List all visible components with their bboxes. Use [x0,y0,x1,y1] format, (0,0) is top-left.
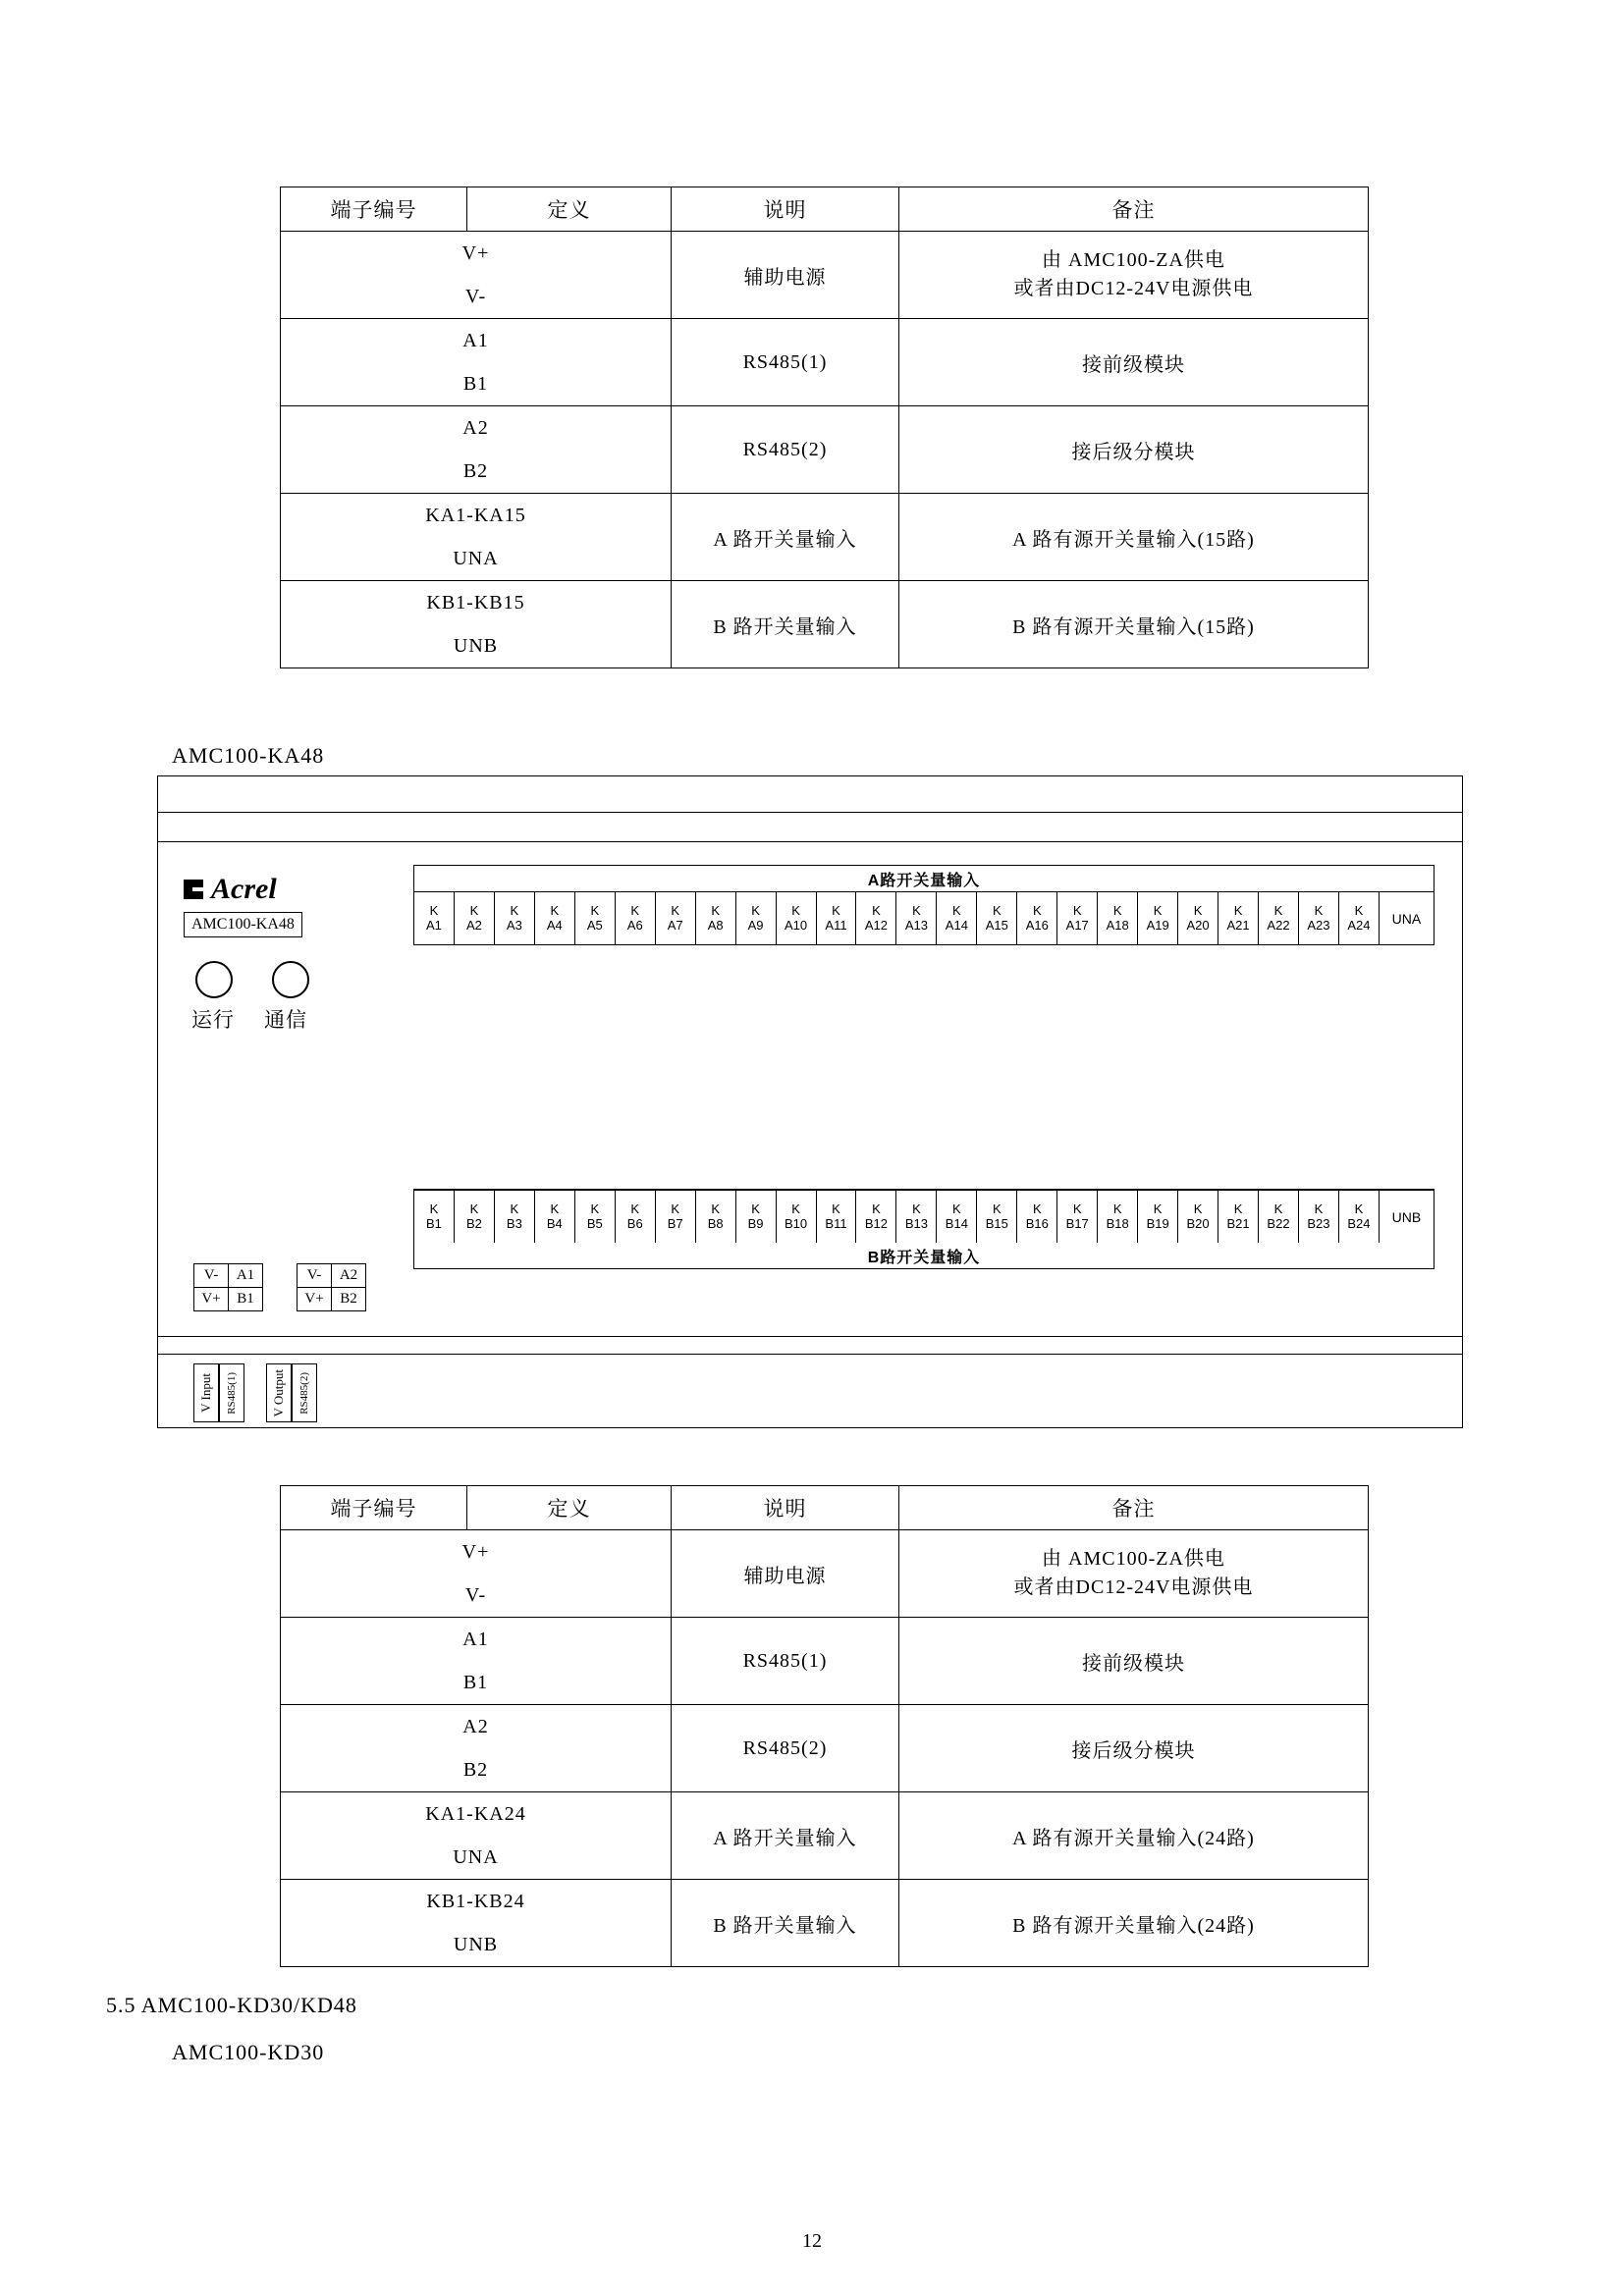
terminal-KB21 [1218,1190,1258,1243]
terminal-KA23 [1298,891,1338,944]
terminal-number: B16 [1025,1215,1049,1231]
table-row [281,1618,1369,1662]
terminal-KA13 [895,891,936,944]
terminal-KB17 [1056,1190,1097,1243]
terminal-number: A24 [1347,917,1371,933]
definition-cell: A 路开关量输入 [672,494,899,581]
terminal-cell: UNA [281,1836,672,1880]
terminal-number: A19 [1146,917,1169,933]
terminal-number: B24 [1347,1215,1371,1231]
terminal-prefix: K [510,1201,519,1216]
device-diagram-amc100-ka48 [157,775,1463,1428]
header-cell-definition: 定义 [467,187,672,232]
terminal-number: B17 [1065,1215,1089,1231]
rs485-1-port [219,1363,244,1422]
terminal-number: A14 [945,917,968,933]
terminal-KA21 [1218,891,1258,944]
terminal-number: A8 [707,917,724,933]
terminal-row [298,1288,366,1311]
terminal-prefix: K [791,1201,800,1216]
table-row [281,581,1369,625]
terminal-prefix: K [832,902,840,918]
power-terminal-block-1 [193,1263,263,1311]
terminal-cell: B1 [229,1288,263,1311]
terminal-KB12 [855,1190,895,1243]
definition-cell: A 路开关量输入 [672,1792,899,1880]
terminal-prefix: K [1193,1201,1203,1216]
terminal-cell: A1 [229,1264,263,1288]
terminal-KB6 [615,1190,655,1243]
terminal-KA4 [534,891,574,944]
terminal-KB8 [695,1190,735,1243]
terminal-row [298,1264,366,1288]
terminal-cell: B2 [281,1748,672,1792]
terminal-KB9 [735,1190,776,1243]
terminal-KA17 [1056,891,1097,944]
terminal-number: B20 [1186,1215,1210,1231]
panel-divider-bottom [158,1336,1462,1337]
terminal-KA8 [695,891,735,944]
panel-divider-top [158,812,1462,813]
terminal-cell: V+ [281,1530,672,1575]
channel-a-title: A路开关量输入 [867,872,981,889]
header-cell-remark: 备注 [899,187,1369,232]
acrel-logo-icon [184,878,205,901]
terminal-prefix: K [1032,1201,1042,1216]
terminal-cell: V+ [298,1288,332,1311]
terminal-KA6 [615,891,655,944]
terminal-number: A10 [784,917,808,933]
terminal-prefix: K [1193,902,1203,918]
definition-cell: RS485(1) [672,319,899,406]
terminal-number: B19 [1146,1215,1169,1231]
terminal-prefix: K [1354,1201,1364,1216]
terminal-cell: B2 [281,450,672,494]
terminal-KA15 [976,891,1016,944]
terminal-KA12 [855,891,895,944]
power-terminal-group [193,1263,366,1311]
terminal-KB14 [936,1190,976,1243]
definition-cell: 辅助电源 [672,1530,899,1618]
terminal-number: B15 [985,1215,1008,1231]
rs485-2-port [292,1363,317,1422]
terminal-number: B14 [945,1215,968,1231]
terminal-prefix: K [1233,902,1243,918]
terminal-prefix: K [1072,902,1082,918]
terminal-number: A13 [904,917,928,933]
terminal-KA3 [494,891,534,944]
figure-caption-kd30: AMC100-KD30 [172,2040,325,2064]
terminal-KB13 [895,1190,936,1243]
table-header-row [281,187,1369,232]
terminal-KA19 [1137,891,1177,944]
terminal-number: B23 [1307,1215,1330,1231]
table-row [281,319,1369,363]
terminal-cell: V- [281,275,672,319]
terminal-prefix: K [590,902,600,918]
terminal-prefix: K [912,902,921,918]
terminal-KB20 [1177,1190,1218,1243]
header-cell-description: 说明 [672,187,899,232]
comm-led-icon [272,961,309,998]
table-row [281,406,1369,451]
header-cell-terminal-no: 端子编号 [281,1486,467,1530]
terminal-cell: B1 [281,362,672,406]
terminal-KA7 [655,891,695,944]
terminal-prefix: K [469,1201,479,1216]
terminal-KB24 [1338,1190,1379,1243]
terminal-prefix: K [469,902,479,918]
terminal-prefix: K [1314,902,1324,918]
table-row [281,494,1369,538]
terminal-KA16 [1016,891,1056,944]
terminal-prefix: K [1112,902,1122,918]
terminal-number: B3 [506,1215,522,1231]
terminal-KA22 [1258,891,1298,944]
bottom-port-2 [266,1363,317,1422]
table-row [281,1705,1369,1749]
terminal-prefix: K [550,902,560,918]
terminal-cell: KA1-KA15 [281,494,672,538]
terminal-number: A7 [667,917,683,933]
terminal-number: B13 [904,1215,928,1231]
terminal-number: B4 [546,1215,563,1231]
terminal-prefix: K [1032,902,1042,918]
terminal-prefix: K [671,1201,680,1216]
terminal-prefix: K [952,902,961,918]
table-header-row [281,1486,1369,1530]
terminal-cell: V- [194,1264,229,1288]
terminal-cell: V- [298,1264,332,1288]
brand-name: Acrel [211,873,277,905]
channel-b-terminal-block [413,1189,1435,1269]
terminal-cell: A2 [281,1705,672,1749]
terminal-prefix: K [751,1201,760,1216]
table-row [281,1792,1369,1837]
table-row [281,1880,1369,1924]
terminal-KA20 [1177,891,1218,944]
terminal-cell: A2 [332,1264,366,1288]
terminal-KA9 [735,891,776,944]
terminal-number: A17 [1065,917,1089,933]
terminal-prefix: K [630,1201,640,1216]
table-row [281,1530,1369,1575]
terminal-KA5 [574,891,615,944]
common-terminal-una: UNA [1379,891,1434,944]
terminal-table-ka30 [280,187,1369,668]
terminal-number: A9 [747,917,764,933]
terminal-cell: B1 [281,1661,672,1705]
terminal-prefix: K [1354,902,1364,918]
header-cell-definition: 定义 [467,1486,672,1530]
terminal-prefix: K [510,902,519,918]
terminal-prefix: K [550,1201,560,1216]
terminal-number: A16 [1025,917,1049,933]
terminal-number: A22 [1267,917,1290,933]
header-cell-description: 说明 [672,1486,899,1530]
terminal-number: B2 [465,1215,482,1231]
terminal-KB7 [655,1190,695,1243]
terminal-KB19 [1137,1190,1177,1243]
terminal-KB18 [1097,1190,1137,1243]
definition-cell: RS485(2) [672,1705,899,1792]
terminal-number: A2 [465,917,482,933]
terminal-row [194,1288,263,1311]
terminal-number: A23 [1307,917,1330,933]
remark-line: 或者由DC12-24V电源供电 [1013,1576,1254,1598]
definition-cell: B 路开关量输入 [672,581,899,668]
terminal-cell: KB1-KB24 [281,1880,672,1924]
terminal-prefix: K [671,902,680,918]
terminal-KB22 [1258,1190,1298,1243]
terminal-KB5 [574,1190,615,1243]
terminal-KA14 [936,891,976,944]
v-output-label: V Output [271,1368,286,1417]
terminal-cell: B2 [332,1288,366,1311]
definition-cell: 辅助电源 [672,232,899,319]
terminal-KB4 [534,1190,574,1243]
terminal-number: A15 [985,917,1008,933]
terminal-number: B7 [667,1215,683,1231]
terminal-KA18 [1097,891,1137,944]
terminal-number: A3 [506,917,522,933]
terminal-prefix: K [952,1201,961,1216]
terminal-number: B12 [864,1215,889,1231]
panel-divider-bottom2 [158,1354,1462,1355]
remark-cell: 接后级分模块 [899,1705,1369,1792]
bottom-port-1 [193,1363,244,1422]
terminal-prefix: K [429,1201,439,1216]
page-number: 12 [802,2230,822,2252]
terminal-number: A21 [1226,917,1250,933]
power-terminal-block-2 [297,1263,366,1311]
terminal-prefix: K [872,902,881,918]
terminal-number: B5 [586,1215,603,1231]
terminal-cell: KA1-KA24 [281,1792,672,1837]
terminal-row [194,1264,263,1288]
terminal-KA11 [816,891,856,944]
terminal-prefix: K [872,1201,881,1216]
terminal-cell: KB1-KB15 [281,581,672,625]
terminal-table-ka48 [280,1485,1369,1967]
terminal-number: B6 [626,1215,643,1231]
v-input-port [193,1363,219,1422]
comm-led-label: 通信 [264,1008,307,1032]
definition-cell: RS485(2) [672,406,899,494]
terminal-KB10 [776,1190,816,1243]
header-cell-remark: 备注 [899,1486,1369,1530]
terminal-prefix: K [1273,902,1283,918]
terminal-number: A4 [546,917,563,933]
remark-cell: 接后级分模块 [899,406,1369,494]
rs485-2-label: RS485(2) [298,1371,310,1415]
remark-cell: B 路有源开关量输入(24路) [899,1880,1369,1967]
terminal-number: B8 [707,1215,724,1231]
definition-cell: RS485(1) [672,1618,899,1705]
terminal-number: B10 [784,1215,808,1231]
v-input-label: V Input [198,1373,213,1413]
rs485-1-label: RS485(1) [226,1371,238,1415]
remark-cell [899,232,1369,319]
terminal-prefix: K [711,902,720,918]
channel-a-terminal-block [413,865,1435,945]
terminal-number: B22 [1267,1215,1290,1231]
terminal-prefix: K [429,902,439,918]
terminal-number: B11 [825,1215,847,1231]
remark-line: 或者由DC12-24V电源供电 [1013,278,1254,299]
terminal-cell: A1 [281,319,672,363]
channel-b-title: B路开关量输入 [867,1249,981,1266]
terminal-KA1 [414,891,454,944]
led-indicators [195,961,309,998]
brand-logo-block [184,873,370,937]
terminal-prefix: K [751,902,760,918]
brand-logo-row [184,873,370,906]
terminal-prefix: K [992,1201,1001,1216]
run-led-label: 运行 [191,1008,235,1032]
remark-cell: 接前级模块 [899,1618,1369,1705]
remark-cell: 接前级模块 [899,319,1369,406]
remark-cell: A 路有源开关量输入(15路) [899,494,1369,581]
table-row [281,232,1369,276]
terminal-cell: V+ [194,1288,229,1311]
terminal-number: A12 [864,917,889,933]
terminal-prefix: K [1153,902,1163,918]
header-cell-terminal-no: 端子编号 [281,187,467,232]
channel-a-cells [414,891,1434,944]
terminal-KA2 [454,891,494,944]
terminal-cell: UNB [281,624,672,668]
terminal-prefix: K [1314,1201,1324,1216]
terminal-KB16 [1016,1190,1056,1243]
terminal-KB1 [414,1190,454,1243]
terminal-prefix: K [832,1201,840,1216]
run-led-icon [195,961,233,998]
terminal-prefix: K [791,902,800,918]
terminal-number: A18 [1106,917,1129,933]
channel-b-cells [414,1190,1434,1243]
terminal-KA10 [776,891,816,944]
bottom-port-group [193,1363,317,1422]
definition-cell: B 路开关量输入 [672,1880,899,1967]
terminal-prefix: K [630,902,640,918]
terminal-prefix: K [1153,1201,1163,1216]
terminal-number: A5 [586,917,603,933]
remark-cell: B 路有源开关量输入(15路) [899,581,1369,668]
section-heading-5-5: 5.5 AMC100-KD30/KD48 [106,1993,357,2017]
terminal-cell: UNB [281,1923,672,1967]
remark-cell: A 路有源开关量输入(24路) [899,1792,1369,1880]
terminal-KB23 [1298,1190,1338,1243]
device-model-label: AMC100-KA48 [184,912,302,937]
terminal-number: A6 [626,917,643,933]
terminal-prefix: K [992,902,1001,918]
terminal-number: B18 [1106,1215,1129,1231]
terminal-number: A1 [426,917,442,933]
terminal-prefix: K [912,1201,921,1216]
terminal-KA24 [1338,891,1379,944]
led-labels [189,1004,309,1034]
terminal-KB3 [494,1190,534,1243]
terminal-cell: V+ [281,232,672,276]
terminal-prefix: K [1233,1201,1243,1216]
figure-caption-ka48: AMC100-KA48 [172,743,325,768]
terminal-prefix: K [590,1201,600,1216]
terminal-number: B1 [426,1215,442,1231]
v-output-port [266,1363,292,1422]
common-terminal-unb: UNB [1379,1190,1434,1243]
terminal-prefix: K [1112,1201,1122,1216]
terminal-prefix: K [1273,1201,1283,1216]
terminal-KB11 [816,1190,856,1243]
terminal-number: A11 [825,917,847,933]
terminal-cell: A2 [281,406,672,451]
terminal-number: B9 [747,1215,764,1231]
remark-cell [899,1530,1369,1618]
terminal-number: A20 [1186,917,1210,933]
terminal-number: B21 [1226,1215,1250,1231]
remark-line: 由 AMC100-ZA供电 [1042,249,1225,271]
terminal-prefix: K [711,1201,720,1216]
remark-line: 由 AMC100-ZA供电 [1042,1548,1225,1570]
terminal-KB2 [454,1190,494,1243]
terminal-cell: A1 [281,1618,672,1662]
panel-divider-top2 [158,841,1462,842]
terminal-prefix: K [1072,1201,1082,1216]
terminal-cell: UNA [281,537,672,581]
terminal-cell: V- [281,1574,672,1618]
terminal-KB15 [976,1190,1016,1243]
